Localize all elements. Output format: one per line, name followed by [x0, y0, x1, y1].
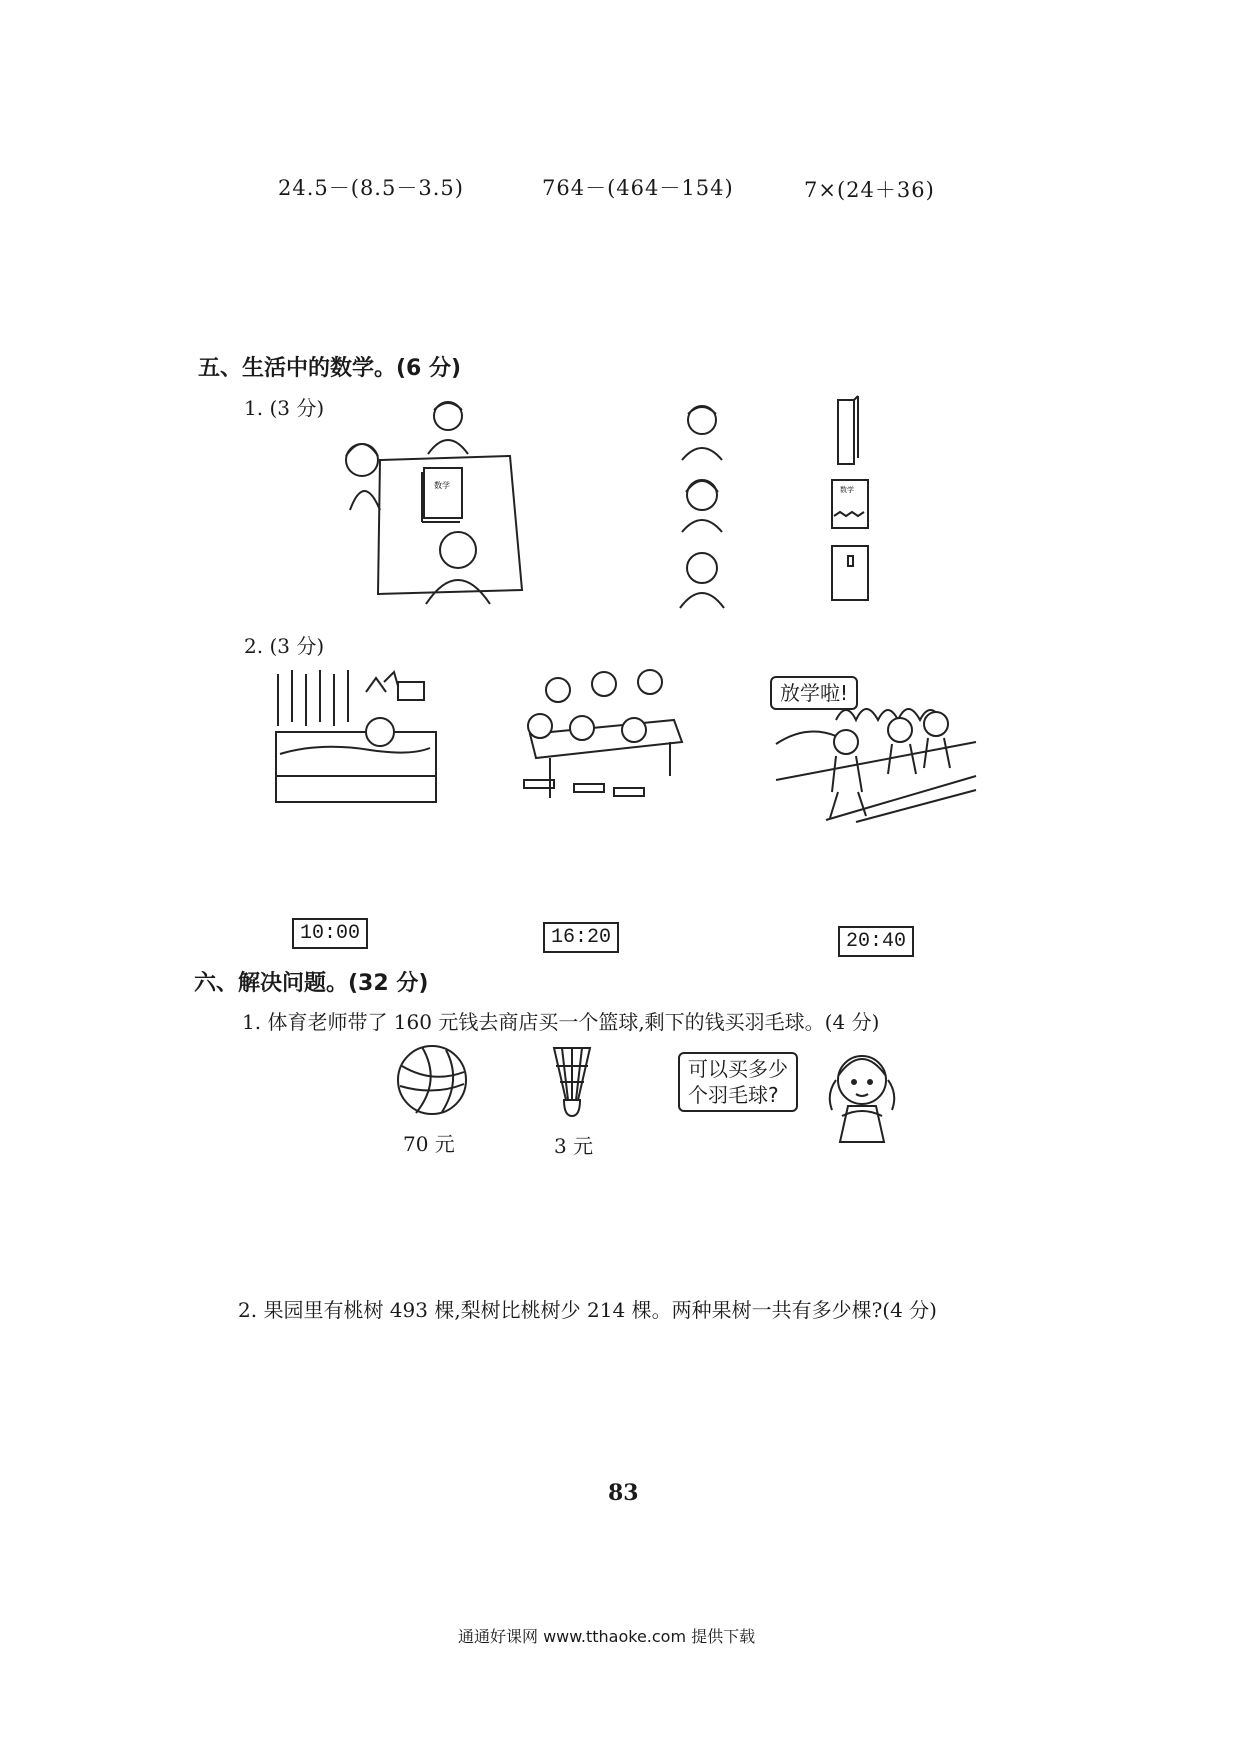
book-front-view-icon [832, 480, 868, 528]
girl-icon [346, 444, 380, 510]
walking-scene [776, 680, 976, 825]
problem-1-text: 1. 体育老师带了 160 元钱去商店买一个篮球,剩下的钱买羽毛球。(4 分) [242, 1010, 880, 1034]
book-views-column [826, 396, 876, 606]
section-6-title: 六、解决问题。(32 分) [194, 971, 429, 996]
boy-icon [682, 406, 722, 460]
classroom-scene [510, 668, 690, 808]
q1-label: 1. (3 分) [244, 396, 325, 420]
basketball-icon [396, 1044, 468, 1116]
book-stack-icon [422, 468, 462, 522]
section-5-title: 五、生活中的数学。(6 分) [198, 356, 462, 381]
book-title-label: 数学 [434, 481, 450, 490]
shuttlecock-icon [550, 1044, 594, 1122]
expression-2: 764－(464－154) [542, 176, 734, 200]
expression-3: 7×(24＋36) [804, 178, 935, 202]
q2-label: 2. (3 分) [244, 634, 325, 658]
page-number: 83 [608, 1480, 639, 1506]
book-back-view-icon [832, 546, 868, 600]
time-box-2: 16:20 [543, 922, 619, 953]
children-faces-column [672, 400, 732, 610]
speech-bubble-out-of-school: 放学啦! [770, 676, 858, 710]
boy-icon [428, 402, 468, 454]
svg-text:数学: 数学 [840, 486, 854, 494]
speech-bubble-question [678, 1052, 798, 1112]
girl-icon [682, 480, 722, 532]
child-back-icon [426, 532, 490, 604]
table-scene-illustration [340, 398, 540, 608]
bed-scene [270, 666, 445, 816]
time-box-3: 20:40 [838, 926, 914, 957]
girl-icon [822, 1046, 904, 1146]
footer-source: 通通好课网 www.tthaoke.com 提供下载 [458, 1627, 756, 1646]
basketball-price: 70 元 [403, 1132, 455, 1156]
expression-1: 24.5－(8.5－3.5) [278, 176, 464, 200]
time-box-1: 10:00 [292, 918, 368, 949]
problem-2-text: 2. 果园里有桃树 493 棵,梨树比桃树少 214 棵。两种果树一共有多少棵?(4 分) [238, 1298, 937, 1322]
speech-line-2: 个羽毛球? [688, 1083, 779, 1107]
child-back-icon [680, 553, 724, 608]
speech-line-1: 可以买多少 [688, 1057, 788, 1081]
book-side-view-icon [838, 396, 858, 464]
shuttlecock-price: 3 元 [554, 1134, 594, 1158]
